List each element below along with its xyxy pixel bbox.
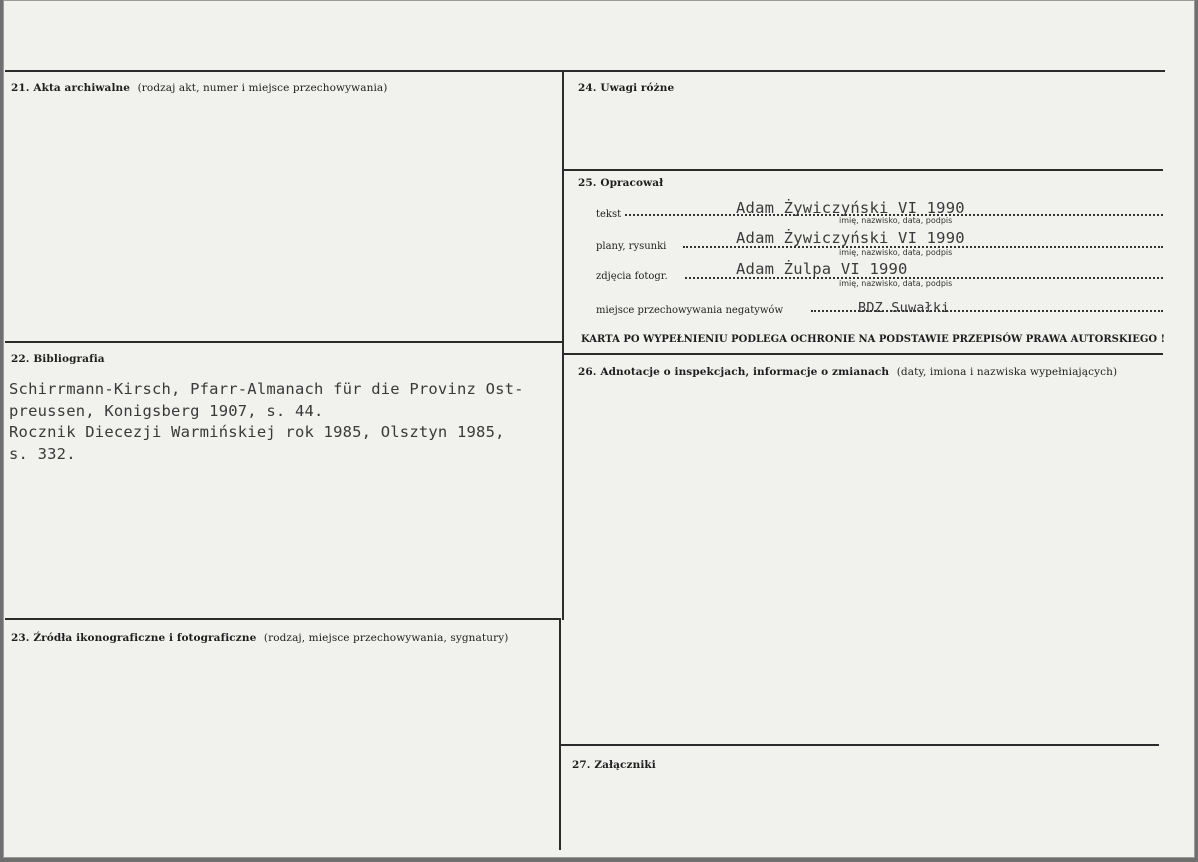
rule-21-22	[5, 341, 563, 343]
row-label-text: tekst	[596, 209, 622, 220]
value-plans: Adam Żywiczyński VI 1990	[736, 229, 965, 247]
rule-24-25	[563, 169, 1163, 171]
section-23-title-text: 23. Źródła ikonograficzne i fotograficzne	[11, 632, 257, 644]
bibliography-line-4: s. 332.	[9, 445, 76, 463]
value-photos: Adam Żulpa VI 1990	[736, 260, 908, 278]
section-21-subtitle: (rodzaj akt, numer i miejsce przechowywania)	[137, 82, 388, 94]
caption-text: imię, nazwisko, data, podpis	[839, 216, 953, 225]
section-24-title: 24. Uwagi różne	[578, 82, 675, 94]
section-26-title	[578, 366, 1117, 378]
row-label-plans: plany, rysunki	[596, 241, 667, 252]
center-divider-bottom	[559, 620, 561, 850]
section-23-title	[11, 632, 508, 644]
rule-25-26	[563, 353, 1163, 355]
bibliography-line-2: preussen, Konigsberg 1907, s. 44.	[9, 402, 324, 420]
row-label-photos: zdjęcia fotogr.	[596, 271, 668, 282]
caption-plans: imię, nazwisko, data, podpis	[839, 248, 953, 257]
center-divider-top	[562, 70, 564, 620]
bibliography-line-1: Schirrmann-Kirsch, Pfarr-Almanach für die Provinz Ost-	[9, 380, 524, 398]
rule-22-23	[5, 618, 561, 620]
caption-photos: imię, nazwisko, data, podpis	[839, 279, 953, 288]
section-26-title-text: 26. Adnotacje o inspekcjach, informacje o zmianach	[578, 366, 890, 378]
row-label-negatives: miejsce przechowywania negatywów	[596, 305, 783, 316]
top-rule	[5, 70, 1165, 72]
value-text: Adam Żywiczyński VI 1990	[736, 199, 965, 217]
value-negatives: BDZ Suwałki	[858, 300, 950, 316]
copyright-notice: KARTA PO WYPEŁNIENIU PODLEGA OCHRONIE NA PODSTAWIE PRZEPISÓW PRAWA AUTORSKIEGO !	[581, 334, 1165, 345]
bibliography-line-3: Rocznik Diecezji Warmińskiej rok 1985, Olsztyn 1985,	[9, 423, 505, 441]
section-23-subtitle: (rodzaj, miejsce przechowywania, sygnatury)	[263, 632, 509, 644]
inventory-card	[3, 0, 1195, 858]
section-27-title: 27. Załączniki	[572, 759, 656, 771]
section-22-title: 22. Bibliografia	[11, 353, 105, 365]
rule-26-27	[559, 744, 1159, 746]
section-21-title-text: 21. Akta archiwalne	[11, 82, 131, 94]
section-26-subtitle: (daty, imiona i nazwiska wypełniających)	[896, 366, 1118, 378]
section-21-title	[11, 82, 388, 94]
section-25-title: 25. Opracował	[578, 177, 664, 189]
